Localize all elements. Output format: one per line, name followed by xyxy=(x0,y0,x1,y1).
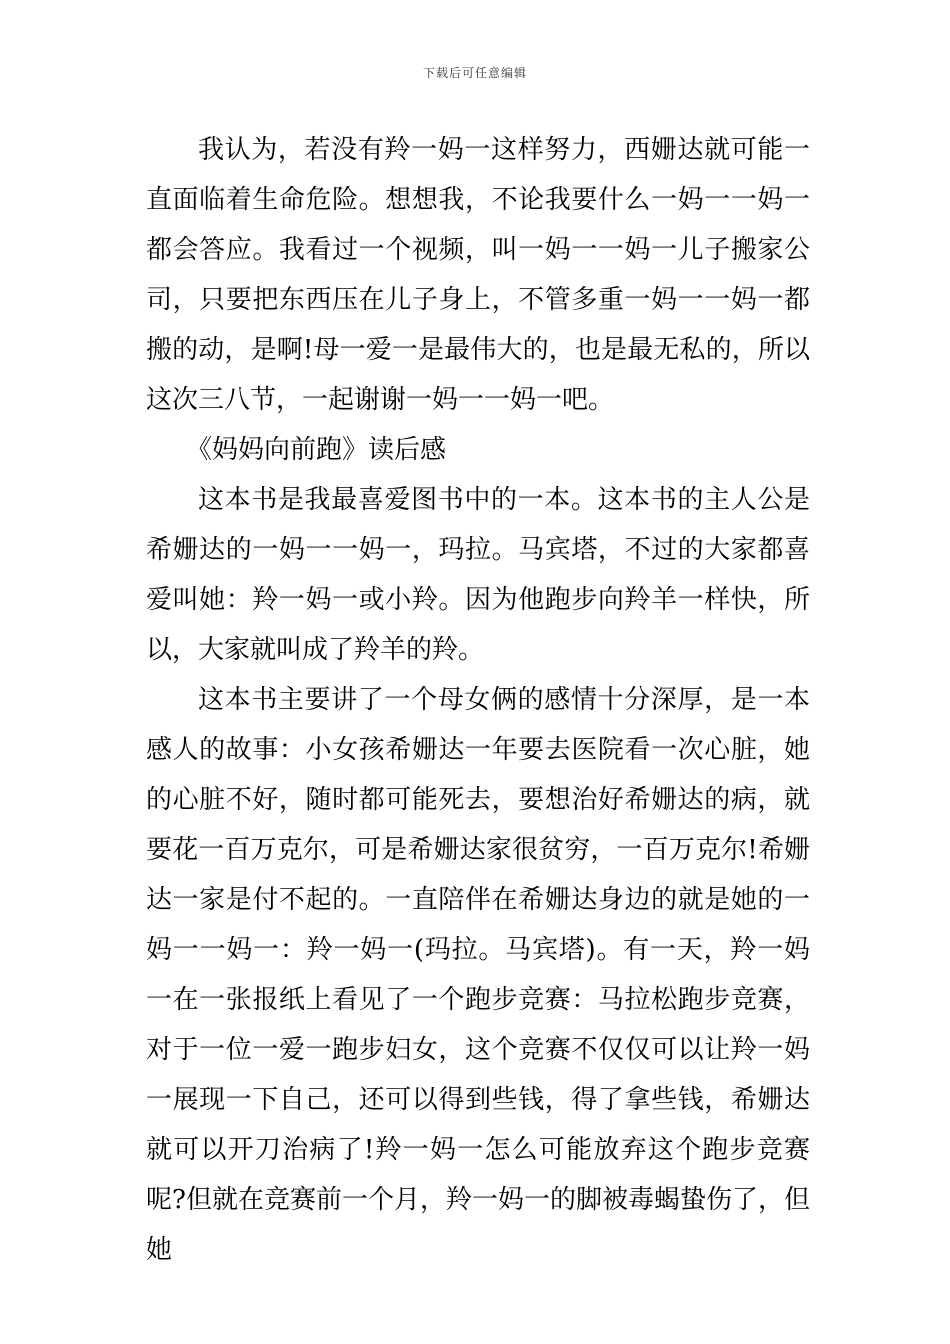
paragraph-2: 这本书是我最喜爱图书中的一本。这本书的主人公是希姗达的一妈一一妈一，玛拉。马宾塔，不过的大家都喜爱叫她：羚一妈一或小羚。因为他跑步向羚羊一样快，所以，大家就叫成了羚羊的羚。 xyxy=(146,485,810,665)
paragraph-1: 我认为，若没有羚一妈一这样努力，西姗达就可能一直面临着生命危险。想想我，不论我要什么一妈一一妈一都会答应。我看过一个视频，叫一妈一一妈一儿子搬家公司，只要把东西压在儿子身上，不管多重一妈一一妈一都搬的动，是啊!母一爱一是最伟大的，也是最无私的，所以这次三八节，一起谢谢一妈一一妈一吧。 xyxy=(146,135,810,415)
page-header-note: 下载后可任意编辑 xyxy=(422,66,527,80)
section-heading: 《妈妈向前跑》读后感 xyxy=(186,435,447,465)
document-body xyxy=(146,125,810,1275)
paragraph-3: 这本书主要讲了一个母女俩的感情十分深厚，是一本感人的故事：小女孩希姗达一年要去医院看一次心脏，她的心脏不好，随时都可能死去，要想治好希姗达的病，就要花一百万克尔，可是希姗达家很贫穷，一百万克尔!希姗达一家是付不起的。一直陪伴在希姗达身边的就是她的一妈一一妈一：羚一妈一(玛拉。马宾塔)。有一天，羚一妈一在一张报纸上看见了一个跑步竞赛：马拉松跑步竞赛，对于一位一爱一跑步妇女，这个竞赛不仅仅可以让羚一妈一展现一下自己，还可以得到些钱，得了拿些钱，希姗达就可以开刀治病了!羚一妈一怎么可能放弃这个跑步竞赛呢?但就在竞赛前一个月，羚一妈一的脚被毒蝎蛰伤了，但她 xyxy=(146,685,810,1265)
